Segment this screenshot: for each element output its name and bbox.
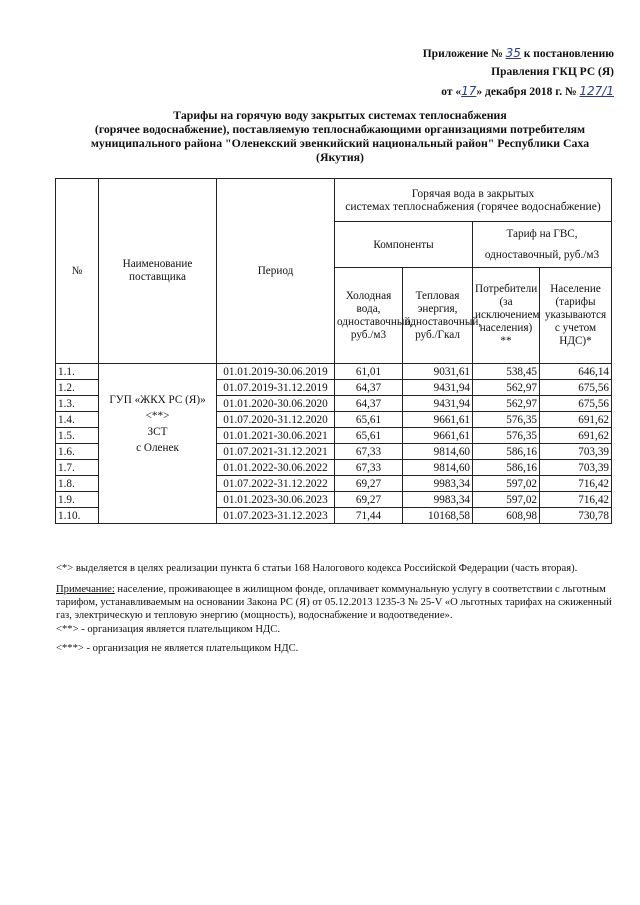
authority-line: Правления ГКЦ РС (Я): [491, 66, 614, 78]
row-cold-water: 67,33: [335, 460, 403, 476]
row-period: 01.01.2020-30.06.2020: [217, 396, 335, 412]
row-period: 01.07.2020-31.12.2020: [217, 412, 335, 428]
row-consumers: 576,35: [473, 412, 540, 428]
row-num: 1.7.: [56, 460, 99, 476]
row-population: 675,56: [540, 380, 612, 396]
row-period: 01.01.2023-30.06.2023: [217, 492, 335, 508]
row-cold-water: 64,37: [335, 396, 403, 412]
row-population: 691,62: [540, 412, 612, 428]
row-heat-energy: 9431,94: [403, 396, 473, 412]
row-period: 01.07.2022-31.12.2022: [217, 476, 335, 492]
row-num: 1.6.: [56, 444, 99, 460]
row-consumers: 538,45: [473, 364, 540, 380]
row-heat-energy: 9431,94: [403, 380, 473, 396]
row-heat-energy: 9031,61: [403, 364, 473, 380]
row-cold-water: 71,44: [335, 508, 403, 524]
row-num: 1.3.: [56, 396, 99, 412]
row-period: 01.07.2023-31.12.2023: [217, 508, 335, 524]
header-supplier: Наименование поставщика: [99, 179, 217, 364]
row-period: 01.07.2021-31.12.2021: [217, 444, 335, 460]
row-num: 1.10.: [56, 508, 99, 524]
note-non-vat-payer: <***> - организация не является плательщиком НДС.: [56, 643, 299, 654]
supplier-name: ГУП «ЖКХ РС (Я)» <**> ЗСТ с Оленек: [99, 364, 217, 524]
row-population: 675,56: [540, 396, 612, 412]
row-period: 01.01.2022-30.06.2022: [217, 460, 335, 476]
row-num: 1.9.: [56, 492, 99, 508]
row-consumers: 562,97: [473, 380, 540, 396]
header-population: Население (тарифы указываются с учетом НДС)*: [540, 268, 612, 364]
row-num: 1.5.: [56, 428, 99, 444]
row-heat-energy: 9814,60: [403, 444, 473, 460]
row-cold-water: 67,33: [335, 444, 403, 460]
decree-number: 127/1: [579, 84, 614, 98]
row-period: 01.07.2019-31.12.2019: [217, 380, 335, 396]
appendix-line: Приложение № 35 к постановлению: [422, 46, 614, 60]
table-row: [56, 364, 612, 380]
header-group: Горячая вода в закрытых системах теплоснабжения (горячее водоснабжение): [335, 179, 612, 222]
row-cold-water: 69,27: [335, 492, 403, 508]
header-tariff: Тариф на ГВС, одноставочный, руб./м3: [473, 222, 612, 268]
note-vat-clause: <*> выделяется в целях реализации пункта 6 статьи 168 Налогового кодекса Российской Федерации (часть вторая).: [56, 563, 578, 574]
tariff-table: [55, 178, 612, 524]
row-cold-water: 65,61: [335, 428, 403, 444]
row-consumers: 597,02: [473, 492, 540, 508]
row-population: 716,42: [540, 476, 612, 492]
row-num: 1.8.: [56, 476, 99, 492]
row-consumers: 562,97: [473, 396, 540, 412]
row-cold-water: 61,01: [335, 364, 403, 380]
row-period: 01.01.2019-30.06.2019: [217, 364, 335, 380]
row-population: 703,39: [540, 460, 612, 476]
header-period: Период: [217, 179, 335, 364]
appendix-number: 35: [505, 46, 521, 60]
row-cold-water: 65,61: [335, 412, 403, 428]
header-heat-energy: Тепловая энергия, одноставочный, руб./Гкал: [403, 268, 473, 364]
page-title: Тарифы на горячую воду закрытых системах теплоснабжения (горячее водоснабжение), поставляемую теплоснабжающими организациями потребителям муниципального района "Оленекский эвенкийский национальный район" Республики Саха (Якутия): [90, 108, 590, 164]
note-remark: Примечание: население, проживающее в жилищном фонде, оплачивает коммунальную услугу в соответствии с льготным тарифом, устанавливаемым на основании Закона РС (Я) от 05.12.2013 1235-З № 25-V «О льготных тарифах на сжиженный газ, электрическую и тепловую энергию (мощность), водоснабжение и водоотведение».: [56, 584, 612, 621]
note-vat-payer: <**> - организация является плательщиком НДС.: [56, 624, 280, 635]
decree-day: 17: [461, 84, 477, 98]
row-heat-energy: 9983,34: [403, 476, 473, 492]
row-heat-energy: 10168,58: [403, 508, 473, 524]
header-num: №: [56, 179, 99, 364]
row-heat-energy: 9661,61: [403, 428, 473, 444]
row-heat-energy: 9814,60: [403, 460, 473, 476]
row-consumers: 586,16: [473, 460, 540, 476]
row-period: 01.01.2021-30.06.2021: [217, 428, 335, 444]
header-cold-water: Холодная вода, одноставочный, руб./м3: [335, 268, 403, 364]
decree-date-line: от «17» декабря 2018 г. № 127/1: [441, 84, 614, 98]
header-components: Компоненты: [335, 222, 473, 268]
row-cold-water: 69,27: [335, 476, 403, 492]
row-population: 646,14: [540, 364, 612, 380]
row-population: 730,78: [540, 508, 612, 524]
row-heat-energy: 9661,61: [403, 412, 473, 428]
row-heat-energy: 9983,34: [403, 492, 473, 508]
row-population: 716,42: [540, 492, 612, 508]
row-population: 691,62: [540, 428, 612, 444]
row-cold-water: 64,37: [335, 380, 403, 396]
row-consumers: 597,02: [473, 476, 540, 492]
row-consumers: 576,35: [473, 428, 540, 444]
row-population: 703,39: [540, 444, 612, 460]
row-consumers: 586,16: [473, 444, 540, 460]
row-num: 1.2.: [56, 380, 99, 396]
header-consumers: Потребители (за исключением населения) **: [473, 268, 540, 364]
row-num: 1.1.: [56, 364, 99, 380]
row-consumers: 608,98: [473, 508, 540, 524]
row-num: 1.4.: [56, 412, 99, 428]
